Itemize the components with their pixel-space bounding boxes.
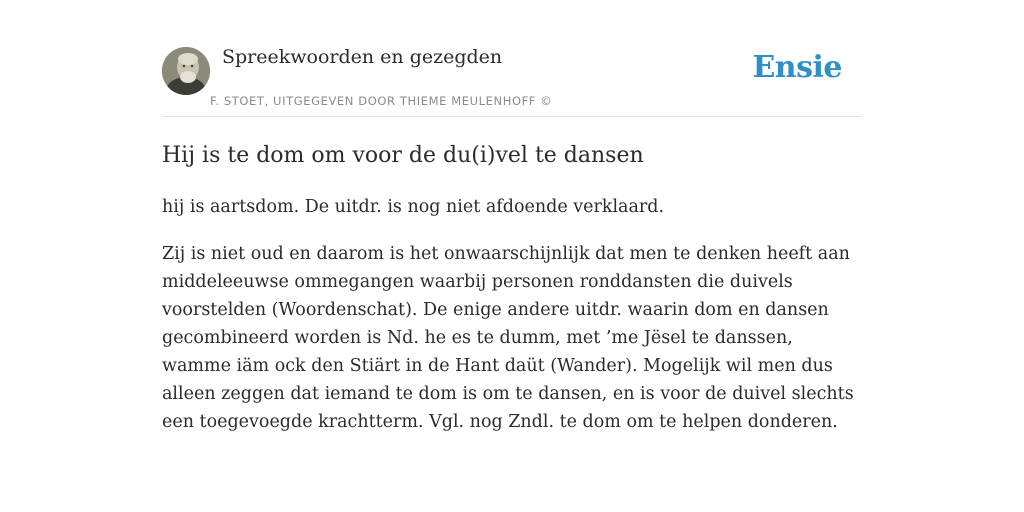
ensie-logo[interactable]: Ensie	[752, 50, 842, 85]
entry-header	[162, 44, 862, 117]
author-byline: F. STOET, UITGEGEVEN DOOR THIEME MEULENHOFF ©	[210, 94, 553, 108]
entry-title: Hij is te dom om voor de du(i)vel te dansen	[162, 143, 644, 168]
author-portrait-icon	[162, 47, 210, 95]
author-avatar[interactable]	[162, 47, 210, 95]
entry-card	[162, 44, 862, 436]
entry-definition: hij is aartsdom. De uitdr. is nog niet afdoende verklaard.	[162, 197, 665, 217]
book-title[interactable]: Spreekwoorden en gezegden	[222, 46, 503, 68]
entry-explanation: Zij is niet oud en daarom is het onwaarschijnlijk dat men te denken heeft aan middeleeuwse ommegangen waarbij personen ronddansten die duivels voorstelden (Woordenschat). De enige andere uitdr. waarin dom en dansen gecombineerd worden is Nd. he es te dumm, met ’me Jësel te danssen, wamme iäm ock den Stiärt in de Hant daüt (Wander). Mogelijk wil men dus alleen zeggen dat iemand te dom is om te dansen, en is voor de duivel slechts een toegevoegde krachtterm. Vgl. nog Zndl. te dom om te helpen donderen.	[162, 244, 854, 432]
